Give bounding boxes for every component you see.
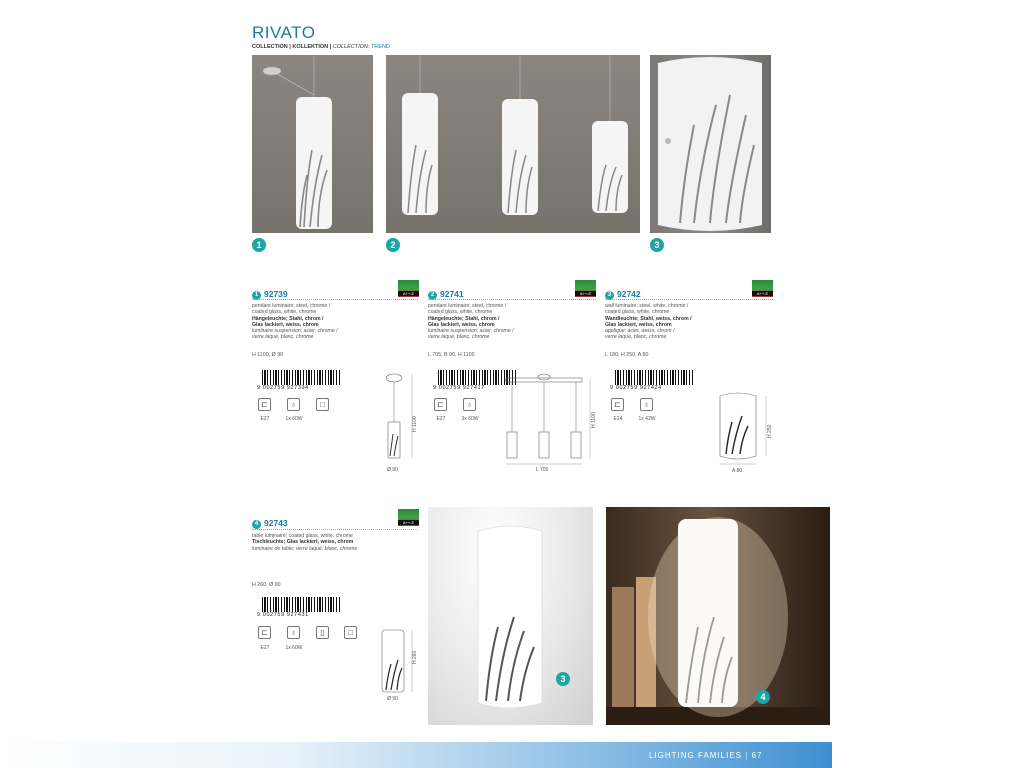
drawing-4 [378,626,418,707]
page-number: 67 [751,751,763,760]
footer-separator: | [745,751,749,760]
photo-pendant-single [252,55,373,233]
photo-wall-luminaire [650,55,771,233]
collection-trend: TREND [370,44,390,50]
product-badge-1: 1 [252,291,261,300]
class-ii-icon: □ [344,626,357,639]
energy-label-4: A++-E [398,509,419,526]
wattage-label-3: 1x 42W [638,416,656,422]
photo-badge-3b: 3 [556,672,570,686]
bulb-icon: ♁ [640,398,653,411]
switch-icon: ▯ [316,626,329,639]
drawing-3-width: A 80 [732,468,743,474]
socket-label-3: E14 [613,416,623,422]
product-code-2: 2 92741 [428,289,464,300]
socket-icon: ⊏ [434,398,447,411]
drawing-3-height: H 250 [767,424,773,438]
drawing-4-width: Ø 90 [387,696,398,702]
socket-icon: ⊏ [258,398,271,411]
divider-1 [252,299,418,300]
barcode-1 [262,370,340,385]
drawing-2 [500,374,600,475]
bulb-icon: ♁ [287,398,300,411]
collection-de: KOLLEKTION [292,44,329,50]
wall-luminaire-illustration [650,55,771,233]
energy-label-2: A++-E [575,280,596,297]
photo-badge-2: 2 [386,238,400,252]
collection-en: COLLECTION [252,44,288,50]
product-badge-2: 2 [428,291,437,300]
socket-icon: ⊏ [258,626,271,639]
collection-subtitle: COLLECTION | KOLLEKTION | COLLECTION: TREND [252,44,390,50]
photo-pendant-triple [386,55,640,233]
divider-4 [252,529,418,530]
drawing-2-height: H 1100 [591,412,597,428]
bulb-icon: ♁ [287,626,300,639]
pendant-triple-illustration [386,55,640,233]
product-desc-4: table luminaire; coated glass, white, chrome Tischleuchte; Glas lackiert, weiss, chrom luminaire de table; verre laqué, blanc, chrome [252,533,358,552]
product-dims-4: H 260, Ø 90 [252,582,281,588]
photo-table-lamp [606,507,830,725]
product-desc-2: pendant luminaire; steel, chrome / coated glass, white, chrome Hängeleuchte; Stahl, chrom / Glas lackiert, weiss, chrom luminaire suspension; acier, chrome / verre laqué, blanc, chrome [428,303,514,341]
product-code-4: 4 92743 [252,518,288,529]
divider-2 [428,299,596,300]
product-badge-3: 3 [605,291,614,300]
drawing-4-height: H 260 [412,650,418,664]
barcode-digits-2: 9 002759 927417 [433,385,485,391]
socket-icon: ⊏ [611,398,624,411]
divider-3 [605,299,773,300]
energy-label-3: A++-E [752,280,773,297]
pendant-single-illustration [252,55,373,233]
collection-fr: COLLECTION: [332,44,370,50]
wall-lit-illustration [428,507,593,725]
wattage-label-1: 1x 60W [285,416,303,422]
drawing-1-height: H 1100 [412,416,418,432]
drawing-2-width: L 705 [536,467,549,473]
table-lamp-illustration [606,507,830,725]
wattage-label-4: 1x 60W [285,645,303,651]
class-ii-icon: □ [316,398,329,411]
product-code-1: 1 92739 [252,289,288,300]
socket-label-4: E27 [260,645,270,651]
product-desc-3: wall luminaire; steel, white, chrome / coated glass, white, chrome Wandleuchte; Stahl, weiss, chrom / Glas lackiert, weiss, chrom applique; acier, weiss, chrom / verre laqué, blanc, chrome [605,303,692,341]
barcode-digits-3: 9 002759 927424 [610,385,662,391]
barcode-digits-1: 9 002759 927394 [257,385,309,391]
photo-badge-3: 3 [650,238,664,252]
product-code-3: 3 92742 [605,289,641,300]
product-dims-1: H 1100, Ø 90 [252,352,284,358]
wattage-label-2: 3x 60W [461,416,479,422]
page-title: RIVATO [252,23,316,42]
photo-badge-4: 4 [756,690,770,704]
drawing-4-svg [378,626,418,702]
socket-label-1: E27 [260,416,270,422]
product-dims-2: L 705, B 90, H 1100 [428,352,475,358]
bulb-icon: ♁ [463,398,476,411]
energy-label-1: A++-E [398,280,419,297]
barcode-digits-4: 9 002759 927431 [257,612,309,618]
barcode-3 [615,370,693,385]
barcode-4 [262,597,340,612]
product-badge-4: 4 [252,520,261,529]
footer-label [649,751,762,760]
footer-section: LIGHTING FAMILIES [649,751,743,760]
product-desc-1: pendant luminaire; steel, chrome / coated glass, white, chrome Hängeleuchte; Stahl, chrom / Glas lackiert, weiss, chrom luminaire suspension; acier, chrome / verre laqué, blanc, chrome [252,303,338,341]
product-dims-3: L 180, H 250, A 80 [605,352,649,358]
drawing-2-svg [500,374,600,470]
socket-label-2: E27 [436,416,446,422]
photo-wall-luminaire-lit [428,507,593,725]
drawing-1-width: Ø 90 [387,467,398,473]
photo-badge-1: 1 [252,238,266,252]
